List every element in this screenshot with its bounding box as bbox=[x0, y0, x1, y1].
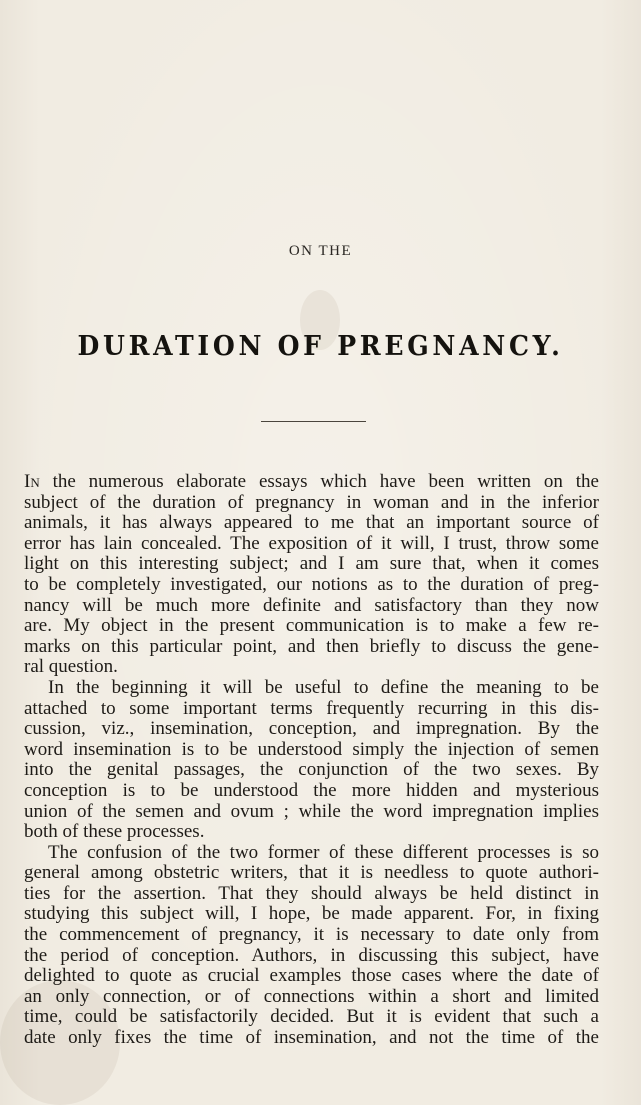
text-line: attached to some important terms frequently recurring in this dis- bbox=[24, 697, 599, 719]
text-line: In the numerous elaborate essays which have been written on the bbox=[24, 471, 599, 492]
text-line: subject of the duration of pregnancy in woman and in the inferior bbox=[24, 491, 599, 513]
article-body bbox=[24, 472, 599, 1049]
text-line: ties for the assertion. That they should always be held distinct in bbox=[24, 882, 599, 904]
text-line: The confusion of the two former of these different processes is so bbox=[48, 841, 599, 863]
title-divider bbox=[261, 421, 366, 422]
text-line: time, could be satisfactorily decided. But it is evident that such a bbox=[24, 1006, 599, 1028]
text-line: the commencement of pregnancy, it is necessary to date only from bbox=[24, 924, 599, 946]
page-title: DURATION OF PREGNANCY. bbox=[77, 331, 564, 362]
text-line: an only connection, or of connections within a short and limited bbox=[24, 985, 599, 1007]
pre-title: ON THE bbox=[288, 243, 353, 259]
text-line: delighted to quote as crucial examples those cases where the date of bbox=[24, 965, 599, 987]
text-line: conception is to be understood the more hidden and mysterious bbox=[24, 779, 599, 801]
text-line: general among obstetric writers, that it is needless to quote authori- bbox=[24, 862, 599, 884]
text-line: both of these processes. bbox=[24, 821, 205, 843]
text-line: into the genital passages, the conjunction of the two sexes. By bbox=[24, 759, 599, 781]
text-line: date only fixes the time of insemination, and not the time of the bbox=[24, 1027, 599, 1049]
drop-word: In bbox=[24, 471, 40, 492]
text-line: nancy will be much more definite and satisfactory than they now bbox=[24, 594, 599, 616]
text-line: ral question. bbox=[24, 656, 118, 678]
text-line: union of the semen and ovum ; while the word impregnation implies bbox=[24, 800, 599, 822]
text-line: error has lain concealed. The exposition of it will, I trust, throw some bbox=[24, 532, 599, 554]
text-line: cussion, viz., insemination, conception, and impregnation. By the bbox=[24, 718, 599, 740]
text-line: studying this subject will, I hope, be made apparent. For, in fixing bbox=[24, 903, 599, 925]
text-line: marks on this particular point, and then briefly to discuss the gene- bbox=[24, 635, 599, 657]
text-line: to be completely investigated, our notions as to the duration of preg- bbox=[24, 573, 599, 595]
text-line: light on this interesting subject; and I am sure that, when it comes bbox=[24, 553, 599, 575]
text-line: In the beginning it will be useful to define the meaning to be bbox=[48, 676, 599, 698]
text-line: word insemination is to be understood simply the injection of semen bbox=[24, 738, 599, 760]
text-line: are. My object in the present communication is to make a few re- bbox=[24, 615, 599, 637]
text-line: the period of conception. Authors, in discussing this subject, have bbox=[24, 944, 599, 966]
text-line: animals, it has always appeared to me that an important source of bbox=[24, 512, 599, 534]
